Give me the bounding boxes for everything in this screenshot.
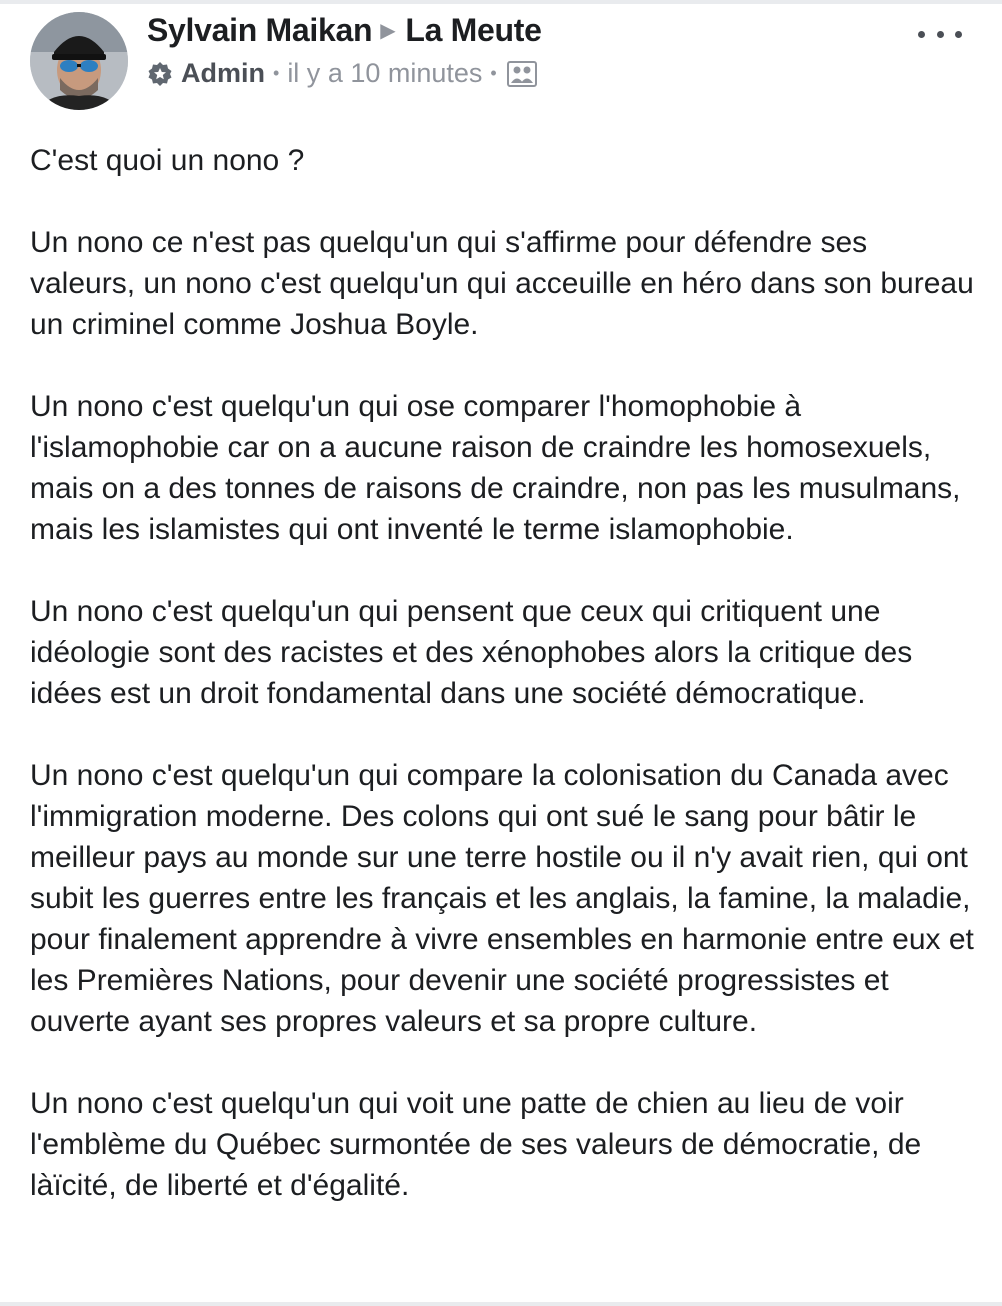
group-name[interactable]: La Meute <box>405 12 542 48</box>
avatar[interactable] <box>30 12 128 110</box>
post-timestamp[interactable]: il y a 10 minutes <box>287 58 483 88</box>
avatar-photo-icon <box>30 12 128 110</box>
group-audience-icon <box>507 61 537 87</box>
meta-separator: • <box>273 63 280 83</box>
posted-in-arrow-icon: ▶ <box>380 20 396 42</box>
post-author-line <box>147 12 542 49</box>
post-paragraph: Un nono c'est quelqu'un qui compare la colonisation du Canada avec l'immigration moderne. Des colons qui ont sué le sang pour bâtir le meilleur pays au monde sur une terre hostile ou il n'y avait rien, qui ont subit les guerres entre les français et les anglais, la famine, la maladie, pour finalement apprendre à vivre ensembles en harmonie entre eux et les Premières Nations, pour devenir une société progressistes et ouverte ayant ses propres valeurs et sa propre culture. <box>30 759 974 1038</box>
bottom-strip <box>0 1302 1002 1306</box>
post-paragraph: C'est quoi un nono ? <box>30 144 305 177</box>
author-name[interactable]: Sylvain Maikan <box>147 12 373 48</box>
more-options-button[interactable] <box>918 22 962 46</box>
post-paragraph: Un nono c'est quelqu'un qui pensent que ceux qui critiquent une idéologie sont des racistes et des xénophobes alors la critique des idées est un droit fondamental dans une société démocratique. <box>30 595 913 710</box>
post-meta <box>147 58 537 89</box>
admin-role-label: Admin <box>181 58 265 88</box>
more-options-icon-dot <box>937 31 944 38</box>
post-header <box>30 10 970 110</box>
admin-badge-icon <box>147 61 173 87</box>
post-paragraph: Un nono c'est quelqu'un qui ose comparer l'homophobie à l'islamophobie car on a aucune raison de craindre les homosexuels, mais on a des tonnes de raisons de craindre, non pas les musulmans, mais les islamistes qui ont inventé le terme islamophobie. <box>30 390 961 546</box>
more-options-icon-dot <box>955 31 962 38</box>
post-paragraph: Un nono ce n'est pas quelqu'un qui s'affirme pour défendre ses valeurs, un nono c'est quelqu'un qui acceuille en héro dans son bureau un criminel comme Joshua Boyle. <box>30 226 974 341</box>
more-options-icon <box>918 31 925 38</box>
meta-separator-2: • <box>490 63 497 83</box>
post-paragraph: Un nono c'est quelqu'un qui voit une patte de chien au lieu de voir l'emblème du Québec surmontée de ses valeurs de démocratie, de làïcité, de liberté et d'égalité. <box>30 1087 922 1202</box>
post-body <box>30 140 980 1247</box>
